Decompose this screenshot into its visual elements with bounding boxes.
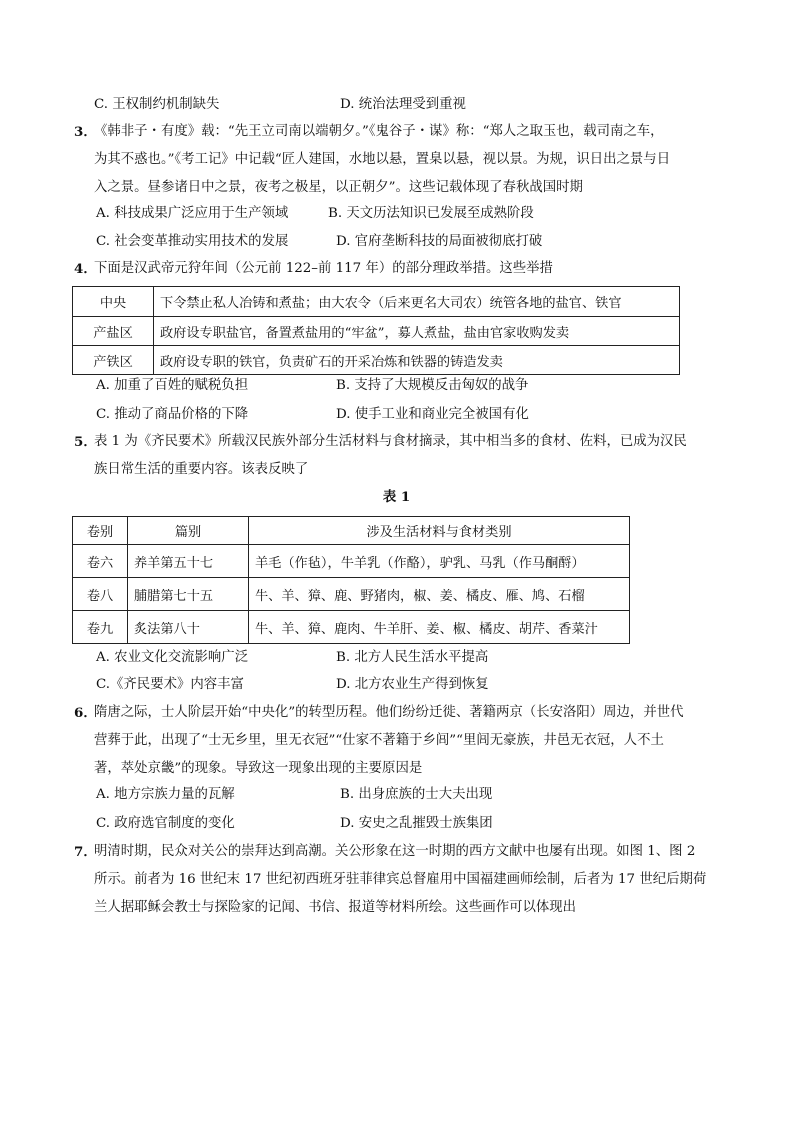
q4-table-row [73,287,680,317]
q5-table-row [73,545,630,578]
q3-option-c[interactable]: C. 社会变革推动实用技术的发展 [96,234,289,249]
q4-number: 4． [74,261,97,277]
q3-stem-line-3: 入之景。昼参诸日中之景，夜考之极星，以正朝夕”。这些记载体现了春秋战国时期 [94,180,583,195]
q5-table-cell: 养羊第五十七 [128,545,249,578]
q5-table-cell: 卷九 [73,611,128,644]
q5-table-cell: 卷八 [73,578,128,611]
q2-option-c[interactable]: C. 王权制约机制缺失 [94,97,220,112]
q5-option-b[interactable]: B. 北方人民生活水平提高 [336,650,489,665]
q4-table-cell: 政府设专职盐官，备置煮盐用的“牢盆”，募人煮盐，盐由官家收购发卖 [154,317,680,346]
q5-stem-line-2: 族日常生活的重要内容。该表反映了 [94,462,309,477]
q3-number: 3． [74,124,97,140]
q5-table-cell: 羊毛（作毡），牛羊乳（作酪），驴乳、马乳（作马酮酹） [249,545,630,578]
q7-stem-line-2: 所示。前者为 16 世纪末 17 世纪初西班牙驻菲律宾总督雇用中国福建画师绘制，后者为 17 世纪后期荷 [94,872,707,887]
q4-stem: 下面是汉武帝元狩年间（公元前 122–前 117 年）的部分理政举措。这些举措 [94,261,553,276]
q5-stem-line-1: 表 1 为《齐民要术》所载汉民族外部分生活材料与食材摘录，其中相当多的食材、佐料，已成为汉民 [94,434,687,449]
q3-option-a[interactable]: A. 科技成果广泛应用于生产领域 [96,206,289,221]
q5-table-cell: 牛、羊、獐、鹿、野猪肉，椒、姜、橘皮、雁、鸠、石榴 [249,578,630,611]
q3-option-d[interactable]: D. 官府垄断科技的局面被彻底打破 [336,234,543,249]
q5-food-table [72,516,630,644]
q4-option-a[interactable]: A. 加重了百姓的赋税负担 [96,378,249,393]
q4-table-cell: 下令禁止私人冶铸和煮盐；由大农令（后来更名大司农）统管各地的盐官、铁官 [154,287,680,317]
q6-option-b[interactable]: B. 出身庶族的士大夫出现 [340,787,493,802]
q5-option-d[interactable]: D. 北方农业生产得到恢复 [336,677,489,692]
q4-option-b[interactable]: B. 支持了大规模反击匈奴的战争 [336,378,529,393]
q5-table-cell: 牛、羊、獐、鹿肉、牛羊肝、姜、椒、橘皮、胡芹、香菜汁 [249,611,630,644]
q4-option-d[interactable]: D. 使手工业和商业完全被国有化 [336,407,529,422]
q4-table-cell: 中央 [73,287,154,317]
q5-header-cell: 涉及生活材料与食材类别 [249,517,630,545]
q6-stem-line-3: 著，萃处京畿”的现象。导致这一现象出现的主要原因是 [94,761,423,776]
q5-option-c[interactable]: C.《齐民要术》内容丰富 [96,677,244,692]
q4-option-c[interactable]: C. 推动了商品价格的下降 [96,407,249,422]
q6-number: 6． [74,705,97,721]
q5-table-header-row [73,517,630,545]
q4-table-cell: 产盐区 [73,317,154,346]
q4-policy-table [72,286,680,375]
q4-table-row [73,346,680,375]
q5-header-cell: 卷别 [73,517,128,545]
q3-stem-line-1: 《韩非子・有度》载：“先王立司南以端朝夕。”《鬼谷子・谋》称：“郑人之取玉也，载司南之车， [94,124,664,139]
q6-option-a[interactable]: A. 地方宗族力量的瓦解 [96,787,235,802]
q5-table-row [73,611,630,644]
q4-table-row [73,317,680,346]
q5-table-cell: 卷六 [73,545,128,578]
q5-table-row [73,578,630,611]
q7-number: 7． [74,844,97,860]
q5-table-cell: 脯腊第七十五 [128,578,249,611]
q4-table-cell: 政府设专职的铁官，负责矿石的开采冶炼和铁器的铸造发卖 [154,346,680,375]
q5-table-cell: 炙法第八十 [128,611,249,644]
q2-option-d[interactable]: D. 统治法理受到重视 [340,97,466,112]
q7-stem-line-1: 明清时期，民众对关公的崇拜达到高潮。关公形象在这一时期的西方文献中也屡有出现。如图 1、图 2 [94,844,696,859]
q7-stem-line-3: 兰人据耶稣会教士与探险家的记闻、书信、报道等材料所绘。这些画作可以体现出 [94,900,577,915]
q3-option-b[interactable]: B. 天文历法知识已发展至成熟阶段 [328,206,534,221]
q5-table-caption: 表 1 [382,489,411,505]
q5-option-a[interactable]: A. 农业文化交流影响广泛 [96,650,249,665]
q6-option-c[interactable]: C. 政府选官制度的变化 [96,816,235,831]
q6-option-d[interactable]: D. 安史之乱摧毁士族集团 [340,816,493,831]
q5-number: 5． [74,434,97,450]
q6-stem-line-2: 营葬于此，出现了“士无乡里，里无衣冠”“仕家不著籍于乡闾”“里闾无豪族，井邑无衣冠，人不土 [94,733,664,748]
q3-stem-line-2: 为其不惑也。”《考工记》中记载“匠人建国，水地以悬，置臬以悬，视以景。为规，识日出之景与日 [94,152,671,167]
q4-table-cell: 产铁区 [73,346,154,375]
q6-stem-line-1: 隋唐之际，士人阶层开始“中央化”的转型历程。他们纷纷迁徙、著籍两京（长安洛阳）周边，并世代 [94,705,684,720]
q5-header-cell: 篇别 [128,517,249,545]
